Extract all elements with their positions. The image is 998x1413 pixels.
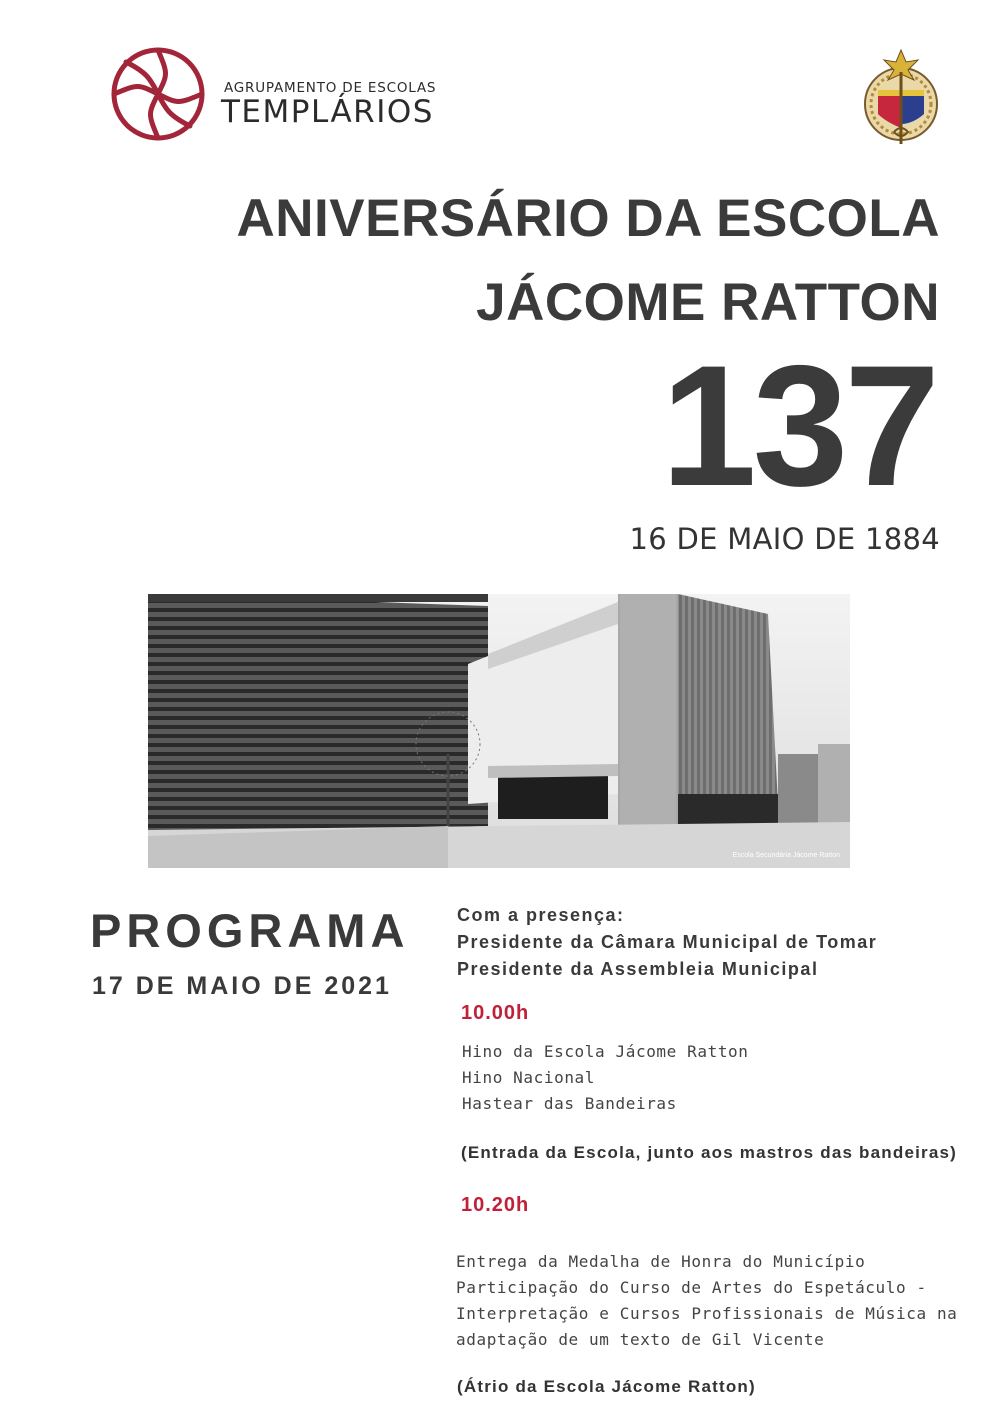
school-building-photo [148,594,850,868]
program-heading: PROGRAMA [90,904,410,957]
session-items [456,1249,957,1353]
session-item: Participação do Curso de Artes do Espetáculo - [456,1278,927,1297]
anniversary-number: 137 [661,330,936,522]
session-location: (Átrio da Escola Jácome Ratton) [457,1377,756,1396]
page-title-line2: JÁCOME RATTON [476,273,940,332]
session-time: 10.20h [461,1194,530,1216]
founded-date: 16 DE MAIO DE 1884 [629,522,940,556]
logo-subtitle: AGRUPAMENTO DE ESCOLAS [224,80,437,96]
session-location: (Entrada da Escola, junto aos mastros das bandeiras) [461,1143,958,1162]
page-title-line1: ANIVERSÁRIO DA ESCOLA [236,189,940,248]
photo-caption: Escola Secundária Jácome Ratton [732,852,840,859]
session-item: Entrega da Medalha de Honra do Município [456,1252,866,1271]
session-item: Hino da Escola Jácome Ratton [462,1042,749,1061]
school-crest-icon [858,44,944,150]
session-item: Hastear das Bandeiras [462,1094,677,1113]
presence-block [457,902,877,983]
session-item: adaptação de um texto de Gil Vicente [456,1330,825,1349]
templar-cross-icon [106,44,210,144]
presence-line: Presidente da Assembleia Municipal [457,959,819,979]
templarios-logo [106,44,486,144]
session-item: Hino Nacional [462,1068,596,1087]
session-item: Interpretação e Cursos Profissionais de Música na [456,1304,958,1323]
presence-line: Com a presença: [457,905,625,925]
session-items [462,1039,749,1117]
event-date: 17 DE MAIO DE 2021 [92,972,392,1000]
presence-line: Presidente da Câmara Municipal de Tomar [457,932,878,952]
session-time: 10.00h [461,1002,530,1024]
logo-title: TEMPLÁRIOS [221,94,434,130]
